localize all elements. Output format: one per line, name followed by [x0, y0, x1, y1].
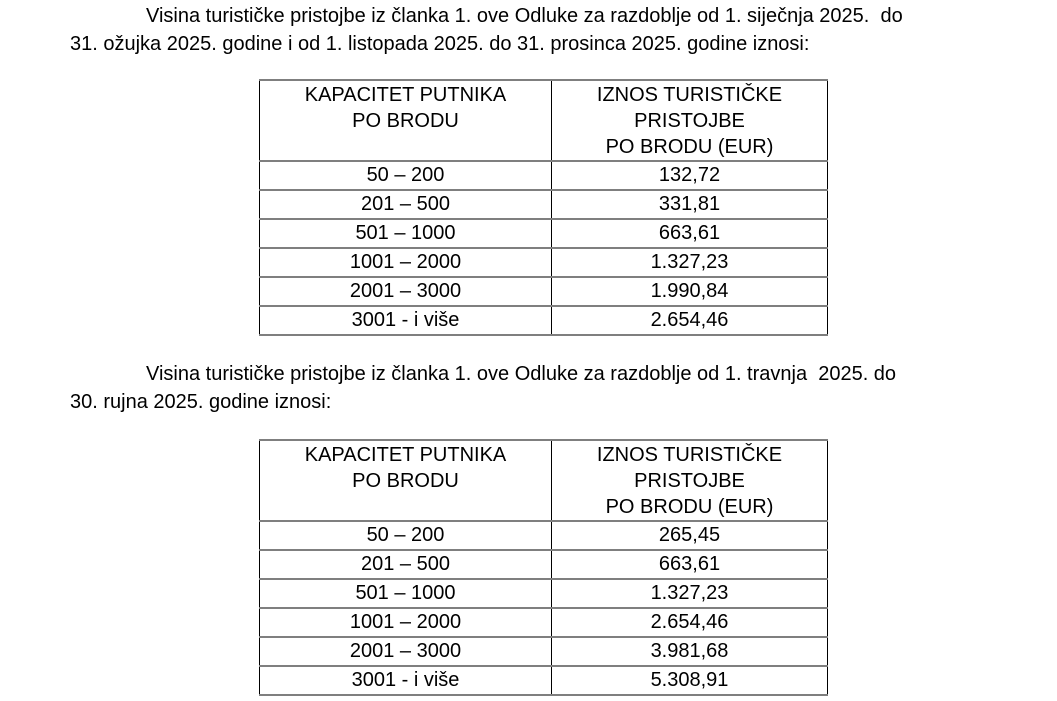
table-row — [260, 579, 828, 608]
table-row — [260, 161, 828, 190]
paragraph-period-2 — [70, 360, 1020, 416]
table-row — [260, 306, 828, 335]
capacity-cell: 501 – 1000 — [260, 579, 552, 608]
capacity-cell: 1001 – 2000 — [260, 248, 552, 277]
capacity-cell: 2001 – 3000 — [260, 277, 552, 306]
table-header-row — [260, 80, 828, 161]
header-amount: IZNOS TURISTIČKE PRISTOJBE PO BRODU (EUR) — [552, 80, 828, 161]
amount-cell: 331,81 — [552, 190, 828, 219]
paragraph-line: Visina turističke pristojbe iz članka 1. ove Odluke za razdoblje od 1. travnja 2025. do — [146, 363, 897, 385]
amount-cell: 663,61 — [552, 219, 828, 248]
paragraph-line: Visina turističke pristojbe iz članka 1. ove Odluke za razdoblje od 1. siječnja 2025. do — [146, 5, 903, 27]
amount-cell: 663,61 — [552, 550, 828, 579]
capacity-cell: 50 – 200 — [260, 521, 552, 550]
amount-cell: 1.327,23 — [552, 579, 828, 608]
header-capacity: KAPACITET PUTNIKA PO BRODU — [260, 80, 552, 161]
capacity-cell: 50 – 200 — [260, 161, 552, 190]
paragraph-line: 31. ožujka 2025. godine i od 1. listopada 2025. do 31. prosinca 2025. godine iznosi: — [70, 33, 810, 55]
rates-table-period-1 — [259, 79, 828, 336]
table-row — [260, 248, 828, 277]
table-header-row — [260, 440, 828, 521]
amount-cell: 5.308,91 — [552, 666, 828, 695]
capacity-cell: 2001 – 3000 — [260, 637, 552, 666]
amount-cell: 1.327,23 — [552, 248, 828, 277]
amount-cell: 3.981,68 — [552, 637, 828, 666]
amount-cell: 132,72 — [552, 161, 828, 190]
table-row — [260, 637, 828, 666]
amount-cell: 2.654,46 — [552, 306, 828, 335]
header-capacity: KAPACITET PUTNIKA PO BRODU — [260, 440, 552, 521]
capacity-cell: 3001 - i više — [260, 306, 552, 335]
table-row — [260, 608, 828, 637]
paragraph-period-1 — [70, 2, 1020, 58]
amount-cell: 1.990,84 — [552, 277, 828, 306]
capacity-cell: 3001 - i više — [260, 666, 552, 695]
capacity-cell: 1001 – 2000 — [260, 608, 552, 637]
amount-cell: 2.654,46 — [552, 608, 828, 637]
rates-table-period-2 — [259, 439, 828, 696]
capacity-cell: 201 – 500 — [260, 190, 552, 219]
table-row — [260, 521, 828, 550]
paragraph-line: 30. rujna 2025. godine iznosi: — [70, 391, 332, 413]
table-row — [260, 190, 828, 219]
table-row — [260, 666, 828, 695]
table-row — [260, 277, 828, 306]
capacity-cell: 501 – 1000 — [260, 219, 552, 248]
amount-cell: 265,45 — [552, 521, 828, 550]
header-amount: IZNOS TURISTIČKE PRISTOJBE PO BRODU (EUR) — [552, 440, 828, 521]
table-row — [260, 550, 828, 579]
capacity-cell: 201 – 500 — [260, 550, 552, 579]
table-row — [260, 219, 828, 248]
